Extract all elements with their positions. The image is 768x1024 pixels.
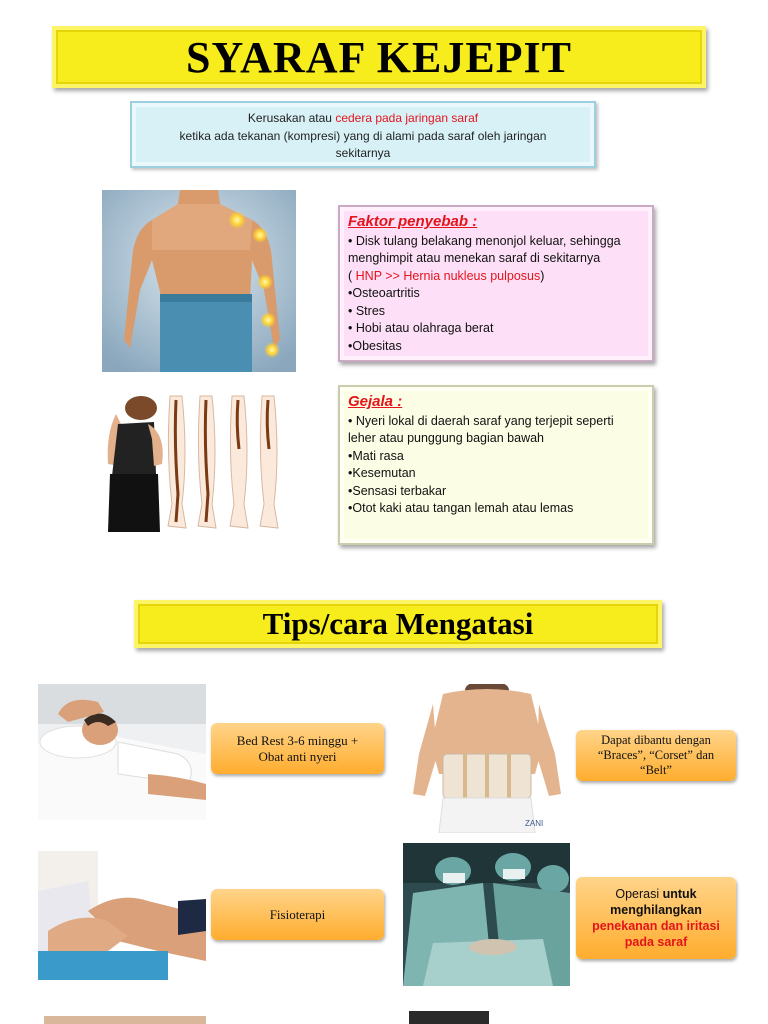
title-banner <box>52 26 706 88</box>
back-pain-image <box>96 394 296 532</box>
page-title: SYARAF KEJEPIT <box>185 32 573 82</box>
definition-box <box>130 101 596 168</box>
definition-line: ketika ada tekanan (kompresi) yang di alami pada saraf oleh jaringan <box>179 129 547 143</box>
symptom-item: • Nyeri lokal di daerah saraf yang terjepit seperti <box>348 413 614 428</box>
photo-caption: ZANI <box>525 819 544 828</box>
cause-item: • Disk tulang belakang menonjol keluar, sehingga <box>348 233 621 248</box>
tips-banner <box>134 600 662 648</box>
symptoms-heading: Gejala : <box>348 393 403 410</box>
causes-heading: Faktor penyebab : <box>348 213 478 230</box>
definition-text: Kerusakan atau <box>247 111 336 125</box>
symptom-item: leher atau punggung bagian bawah <box>348 431 545 445</box>
partial-bottom-image-right <box>409 1011 489 1024</box>
tip-surgery: Operasi untuk menghilangkan penekanan dan iritasi pada saraf <box>576 877 736 959</box>
cause-item: • Hobi atau olahraga berat <box>348 321 494 335</box>
partial-bottom-image-left <box>44 1016 206 1024</box>
symptom-item: •Sensasi terbakar <box>348 483 447 498</box>
definition-highlight: cedera pada jaringan saraf <box>335 111 479 125</box>
tips-title: Tips/cara Mengatasi <box>262 606 534 641</box>
definition-line: sekitarnya <box>335 146 391 160</box>
tip-physiotherapy: Fisioterapi <box>211 889 384 940</box>
back-brace-image <box>403 684 570 833</box>
tip-braces: Dapat dibantu dengan “Braces”, “Corset” dan “Belt” <box>576 730 736 781</box>
physiotherapy-image <box>38 851 206 980</box>
cause-item: menghimpit atau menekan saraf di sekitarnya <box>348 251 601 265</box>
symptoms-box <box>338 385 654 545</box>
tip-bed-rest: Bed Rest 3-6 minggu + Obat anti nyeri <box>211 723 384 774</box>
causes-box: Faktor penyebab : • Disk tulang belakang menonjol keluar, sehingga menghimpit atau menekan saraf di sekitarnya ( HNP >> Hernia nukleus pulposus) •Osteoartritis • Stres • Hobi atau olahraga berat •Obesitas <box>338 205 654 362</box>
nerve-anatomy-image <box>102 190 296 372</box>
surgery-image <box>403 843 570 986</box>
symptom-item: •Kesemutan <box>348 466 416 480</box>
symptom-item: •Mati rasa <box>348 448 404 463</box>
sleeping-man-image <box>38 684 206 820</box>
cause-item: • Stres <box>348 303 386 318</box>
symptom-item: •Otot kaki atau tangan lemah atau lemas <box>348 501 574 515</box>
hnp-highlight: HNP >> Hernia nukleus pulposus <box>355 268 541 283</box>
cause-item: •Obesitas <box>348 338 402 353</box>
cause-item: •Osteoartritis <box>348 286 420 300</box>
